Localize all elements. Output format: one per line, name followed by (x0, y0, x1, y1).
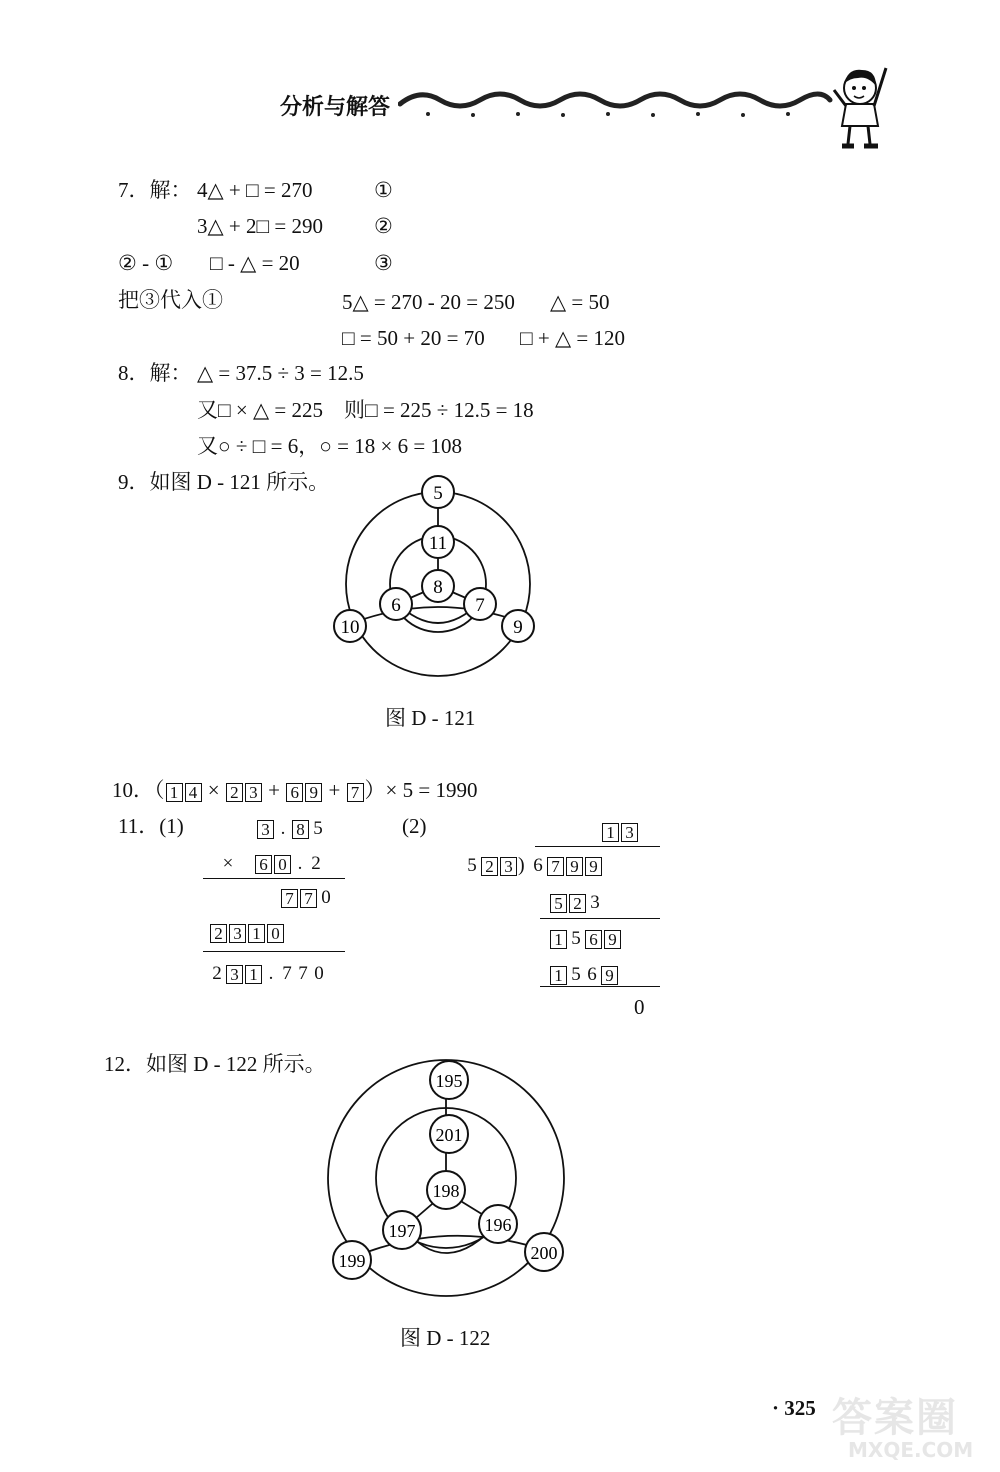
q11-box: 7 (547, 857, 564, 876)
q11-div-line: 5 2 3 ) 6 7 9 9 (464, 852, 603, 878)
page-header-title: 分析与解答 (280, 95, 391, 120)
q11-digit: . (297, 853, 303, 874)
q11-digit: × (222, 853, 234, 874)
q11-box: 2 (210, 924, 227, 943)
q10-box: 6 (286, 783, 303, 802)
q11-mult-row3 (280, 884, 334, 910)
q11-digit: 2 (311, 853, 321, 874)
d121-node-label: 5 (433, 483, 443, 504)
q11-box: 3 (500, 857, 517, 876)
q11-box: 9 (585, 857, 602, 876)
q7-eq3-tag: ③ (374, 251, 393, 275)
q11-mult-row2 (220, 850, 324, 876)
q10-plus: + (328, 778, 341, 802)
q10-box: 3 (245, 783, 262, 802)
d122-node-label: 196 (484, 1215, 512, 1235)
q7-result1: 5△ = 270 - 20 = 250 (342, 290, 515, 314)
d122-node-label: 200 (530, 1243, 558, 1263)
figure-d122 (318, 1058, 574, 1314)
q7-eq2: 3△ + 2□ = 290 (197, 214, 324, 238)
q10-times: × (207, 778, 220, 802)
d121-node-label: 11 (428, 533, 448, 554)
q11-box: 7 (281, 889, 298, 908)
q11-div-row1 (549, 889, 603, 915)
q11-box: 3 (226, 965, 243, 984)
watermark-url: MXQE.COM (848, 1438, 974, 1462)
q11-digit: 6 (533, 855, 543, 876)
q9-label: 9．如图 D - 121 所示。 (118, 470, 330, 494)
q11-box: 3 (257, 820, 274, 839)
q11-label: 11．(1) (118, 814, 184, 838)
q11-box: 1 (245, 965, 262, 984)
q10-prefix: 10．（ (112, 778, 165, 802)
q8-line2: 又□ × △ = 225 则□ = 225 ÷ 12.5 = 18 (197, 398, 534, 422)
d122-node-inner-left (383, 1211, 421, 1249)
q11-mult-row4 (209, 919, 285, 943)
q11-div-remainder: 0 (634, 995, 645, 1019)
q8-line1: △ = 37.5 ÷ 3 = 12.5 (197, 361, 364, 385)
figure-d121-caption: 图 D - 121 (385, 706, 476, 730)
d122-node-outer-right (525, 1233, 563, 1271)
q11-box: 2 (481, 857, 498, 876)
q10-box: 7 (347, 783, 364, 802)
d121-node-label: 7 (475, 595, 485, 616)
d121-node-outer-left (334, 610, 366, 642)
q12-label: 12．如图 D - 122 所示。 (104, 1052, 326, 1076)
q11-box: 1 (248, 924, 265, 943)
d121-node-center (422, 570, 454, 602)
q11-mult-rule (203, 878, 345, 879)
q11-digit: 2 (212, 963, 222, 984)
q11-box: 1 (602, 823, 619, 842)
q10-box: 4 (185, 783, 202, 802)
page-number: · 325 (772, 1396, 816, 1420)
q11-digit: 5 (571, 928, 581, 949)
q11-digit: 5 (571, 964, 581, 985)
q11-digit: 7 (282, 963, 292, 984)
q7-eq1-tag: ① (374, 178, 393, 202)
d121-node-label: 9 (513, 617, 523, 638)
q10-equation (112, 778, 477, 802)
d121-node-label: 8 (433, 577, 443, 598)
q11-div-rule (540, 918, 660, 919)
d122-node-label: 198 (432, 1181, 460, 1201)
q11-label2: (2) (402, 814, 427, 838)
q11-div-bar (535, 846, 660, 847)
q11-box: 9 (604, 930, 621, 949)
d122-node-label: 199 (338, 1251, 366, 1271)
d122-node-outer-left (333, 1241, 371, 1279)
d121-node-inner-right (464, 588, 496, 620)
q11-box: 8 (292, 820, 309, 839)
q11-div-quotient (601, 818, 639, 842)
q10-box: 1 (166, 783, 183, 802)
q11-digit: 5 (467, 855, 477, 876)
q7-eq1: 4△ + □ = 270 (197, 178, 313, 202)
figure-d121 (320, 472, 560, 704)
d122-node-label: 195 (435, 1071, 463, 1091)
figure-d122-caption: 图 D - 122 (400, 1326, 491, 1350)
q11-box: 1 (550, 930, 567, 949)
q11-box: 6 (255, 855, 272, 874)
q11-digit: 0 (321, 887, 331, 908)
q11-mult-rule (203, 951, 345, 952)
q11-digit: . (268, 963, 274, 984)
q11-box: 6 (585, 930, 602, 949)
d121-node-mid (422, 526, 454, 558)
d122-node-mid (430, 1115, 468, 1153)
q11-digit: 6 (587, 964, 597, 985)
q11-mult-row5 (209, 960, 327, 986)
q10-box: 2 (226, 783, 243, 802)
d121-node-label: 10 (340, 617, 360, 638)
d121-node-top (422, 476, 454, 508)
d121-node-inner-left (380, 588, 412, 620)
q8-line3: 又○ ÷ □ = 6，○ = 18 × 6 = 108 (197, 434, 462, 458)
q11-box: 1 (550, 966, 567, 985)
q11-mult-row1 (256, 815, 326, 841)
q11-box: 0 (274, 855, 291, 874)
q7-result4: □ + △ = 120 (520, 326, 626, 350)
q11-box: 5 (550, 894, 567, 913)
watermark-text: 答案圈 (832, 1395, 958, 1441)
d122-node-top (430, 1061, 468, 1099)
d122-node-label: 201 (435, 1125, 463, 1145)
d121-node-outer-right (502, 610, 534, 642)
q10-plus: + (268, 778, 280, 802)
q7-eq3: □ - △ = 20 (210, 251, 300, 275)
q11-div-rule (540, 986, 660, 987)
q7-result2: △ = 50 (550, 290, 610, 314)
q7-result3: □ = 50 + 20 = 70 (342, 326, 485, 350)
q11-div-row2 (549, 925, 622, 951)
q7-subtract: ② - ① (118, 251, 174, 275)
q11-box: 3 (229, 924, 246, 943)
q11-box: 0 (267, 924, 284, 943)
q11-box: 9 (566, 857, 583, 876)
d122-node-center (427, 1171, 465, 1209)
q11-digit: 5 (313, 818, 323, 839)
q11-box: 9 (601, 966, 618, 985)
q11-digit: 3 (590, 892, 600, 913)
q10-box: 9 (305, 783, 322, 802)
q7-label: 7．解： (118, 178, 192, 202)
d121-node-label: 6 (391, 595, 401, 616)
q7-eq2-tag: ② (374, 214, 393, 238)
d122-node-label: 197 (388, 1221, 416, 1241)
d122-node-inner-right (479, 1205, 517, 1243)
q8-label: 8．解： (118, 361, 192, 385)
q11-box: 7 (300, 889, 317, 908)
q11-box: 2 (569, 894, 586, 913)
cartoon-girl-logo (828, 60, 898, 152)
q11-digit: 0 (314, 963, 324, 984)
q11-div-row3 (549, 961, 619, 987)
q10-suffix: ）× 5 = 1990 (364, 778, 478, 802)
q11-digit: 7 (298, 963, 308, 984)
q11-digit: . (280, 818, 286, 839)
header-wave-decoration (398, 82, 833, 122)
q7-substitute: 把③代入① (118, 288, 223, 312)
q11-box: 3 (621, 823, 638, 842)
